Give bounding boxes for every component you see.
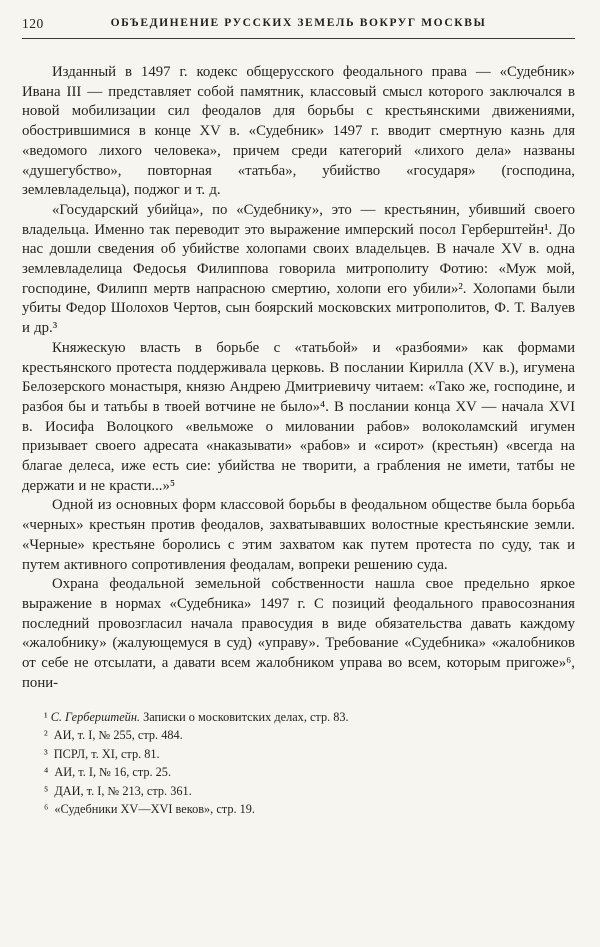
- paragraph: Изданный в 1497 г. кодекс общерусского феодального права — «Судебник» Ивана III — представляет собой памятник, классовый смысл которого заключался в новой мобилизации сил феодалов для борьбы с крестьянскими движениями, обострившимися в конце XV в. «Судебник» 1497 г. вводит смертную казнь для «ведомого лихого человека», причем среди категорий «лихого дела» названы «душегубство», повторная «татьба», убийство «государя» (господина, землевладельца), поджог и т. д.: [22, 64, 575, 199]
- paragraph: Княжескую власть в борьбе с «татьбой» и «разбоями» как формами крестьянского протеста поддерживала церковь. В послании Кирилла (XV в.), игумена Белозерского монастыря, князю Андрею Дмитриевичу читаем: «Тако же, господине, и разбоя бы и татьбы в твоей вотчине не было»⁴. В послании конца XV — начала XVI в. Иосифа Волоцкого «вельможе о миловании рабов» волоколамский игумен призывает своего адресата «наказывати» «рабов» и «сирот» (крестьян) «всегда на благае делеса, иже есть сие: убийства не творити, а грабления не имети, татбы не держати и не красти...»⁵: [22, 339, 575, 494]
- footnote: [22, 763, 575, 782]
- paragraph: Одной из основных форм классовой борьбы в феодальном обществе была борьба «черных» крестьян против феодалов, захватывавших волостные крестьянские земли. «Черные» крестьяне боролись с этим захватом как путем протеста по суду, так и путем активного сопротивления феодалам, вопреки решению суда.: [22, 497, 575, 573]
- footnote-marker: ²: [44, 728, 48, 742]
- footnote: [22, 708, 575, 727]
- footnote: [22, 782, 575, 801]
- footnote: [22, 745, 575, 764]
- footnote-marker: ³: [44, 746, 48, 761]
- footnote-text: АИ, т. I, № 255, стр. 484.: [53, 728, 183, 742]
- footnote-marker: ⁴: [44, 765, 49, 779]
- page-number: 120: [22, 16, 44, 31]
- paragraph: «Государский убийца», по «Судебнику», это — крестьянин, убивший своего владельца. Именно так переводит это выражение имперский посол Герберштейн¹. До нас дошли сведения об убийстве холопами своих владельцев. В начале XV в. одна землевладелица Федосья Филиппова говорила митрополиту Фотию: «Муж мой, господине, Филипп мертв напрасною смертию, холопи его убили»². Холопами были убиты Федор Шолохов Чертов, сын боярский московских митрополитов, Ф. Т. Валуев и др.³: [22, 201, 575, 337]
- footnotes-block: [22, 708, 575, 819]
- footnote-marker: ⁵: [44, 783, 49, 798]
- footnote-text: ПСРЛ, т. XI, стр. 81.: [53, 746, 160, 761]
- footnote: [22, 726, 575, 745]
- footnote-text: «Судебники XV—XVI веков», стр. 19.: [54, 802, 255, 816]
- footnote-text: ДАИ, т. I, № 213, стр. 361.: [54, 783, 192, 798]
- footnote-marker: ¹: [44, 709, 48, 724]
- body-text: [22, 63, 575, 694]
- footnote: [22, 800, 575, 819]
- footnote-marker: ⁶: [44, 802, 49, 816]
- footnote-text: Записки о московитских делах, стр. 83.: [143, 709, 349, 724]
- footnote-author: С. Герберштейн.: [50, 709, 141, 724]
- footnote-text: АИ, т. I, № 16, стр. 25.: [54, 765, 172, 779]
- paragraph: Охрана феодальной земельной собственности нашла свое предельно яркое выражение в нормах «Судебника» 1497 г. С позиций феодального правосознания последний провозгласил начала правосудия в виде обязательства давать каждому «жалобнику» (жалующемуся в суд) «управу». Требование «Судебника» «жалобников от себе не отсылати, а давати всем жалобником управа во всем, которым пригоже»⁶, пони-: [22, 576, 575, 691]
- running-header-title: ОБЪЕДИНЕНИЕ РУССКИХ ЗЕМЕЛЬ ВОКРУГ МОСКВЫ: [110, 17, 487, 29]
- header-rule: [22, 38, 575, 39]
- running-head: [22, 16, 575, 34]
